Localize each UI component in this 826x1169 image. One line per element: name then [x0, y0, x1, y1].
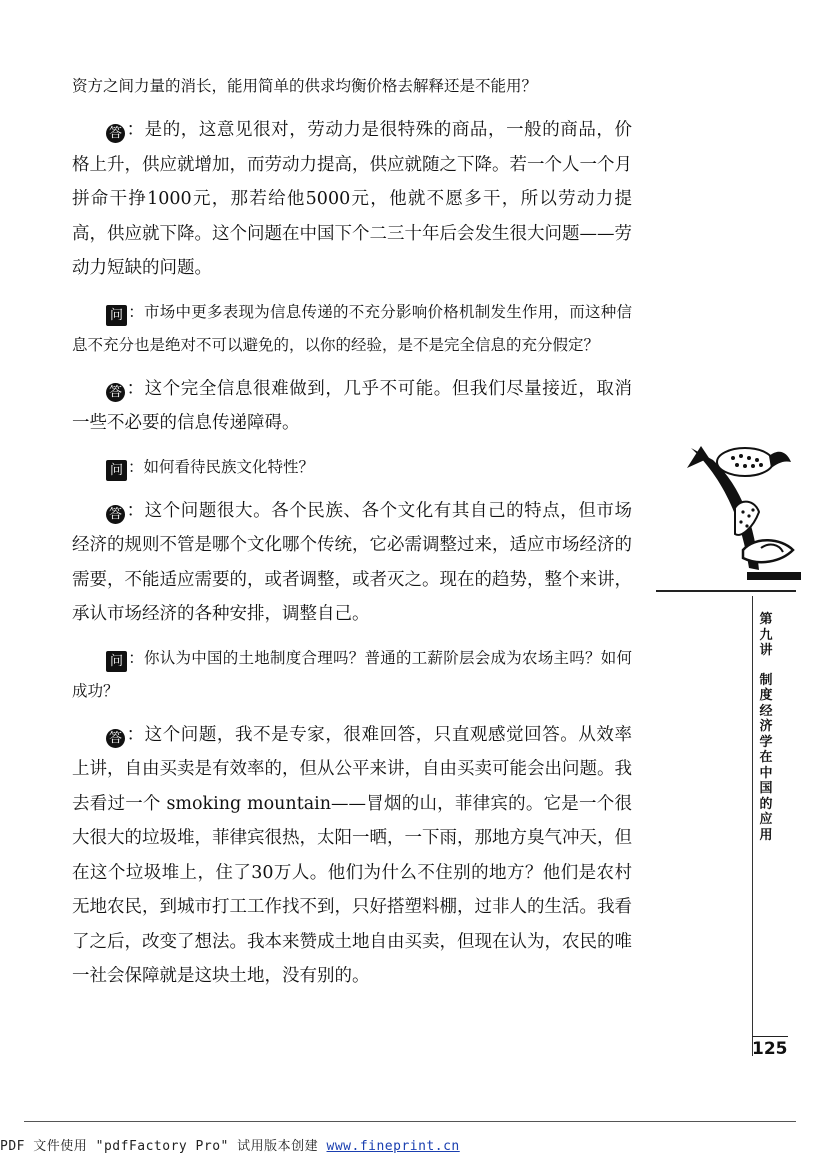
footer-text: PDF 文件使用 "pdfFactory Pro" 试用版本创建 — [0, 1139, 327, 1154]
side-char: 学 — [759, 734, 773, 750]
side-char: 的 — [759, 796, 773, 812]
question-paragraph — [72, 451, 632, 484]
side-char: 应 — [759, 812, 773, 827]
paragraph-text: ：你认为中国的土地制度合理吗？普通的工薪阶层会成为农场主吗？如何成功？ — [72, 648, 632, 700]
paragraph-text: ：市场中更多表现为信息传递的不充分影响价格机制发生作用，而这种信息不充分也是绝对不可以避免的，以你的经验，是不是完全信息的充分假定？ — [72, 302, 632, 354]
question-badge: 问 — [106, 305, 127, 326]
side-char: 第 — [759, 612, 773, 627]
question-badge: 问 — [106, 651, 127, 672]
paragraph-text: ：是的，这意见很对，劳动力是很特殊的商品，一般的商品，价格上升，供应就增加，而劳动力提高，供应就随之下降。若一个人一个月拼命干挣1000元，那若给他5000元，他就不愿多干，所以劳动力提高，供应就下降。这个问题在中国下个二三十年后会发生很大问题——劳动力短缺的问题。 — [72, 120, 632, 278]
side-char: 在 — [759, 750, 773, 765]
paragraph-text: ：这个问题很大。各个民族、各个文化有其自己的特点，但市场经济的规则不管是哪个文化哪个传统，它必需调整过来，适应市场经济的需要，不能适应需要的，或者调整，或者灭之。现在的趋势，整个来讲，承认市场经济的各种安排，调整自己。 — [72, 500, 632, 624]
paragraph-text: 资方之间力量的消长，能用简单的供求均衡价格去解释还是不能用？ — [72, 77, 538, 95]
answer-paragraph — [72, 372, 632, 441]
question-paragraph — [72, 642, 632, 708]
question-paragraph — [72, 296, 632, 362]
side-char: 国 — [759, 781, 773, 796]
main-text — [72, 70, 632, 994]
paragraph-text: ：如何看待民族文化特性？ — [128, 457, 315, 476]
page-number: 125 — [752, 1036, 788, 1059]
answer-badge: 答 — [106, 505, 125, 524]
side-char: 九 — [759, 627, 773, 643]
side-char: 度 — [759, 688, 773, 703]
side-vertical-line — [752, 596, 753, 1056]
side-char: 讲 — [759, 643, 773, 658]
pdf-footer — [0, 1135, 460, 1154]
chapter-side-title — [756, 612, 776, 843]
answer-paragraph — [72, 718, 632, 994]
side-rule — [656, 590, 796, 592]
side-char: 中 — [759, 765, 773, 781]
question-badge: 问 — [106, 460, 127, 481]
side-char: 济 — [759, 719, 773, 734]
answer-badge: 答 — [106, 729, 125, 748]
paragraph-text: ：这个问题，我不是专家，很难回答，只直观感觉回答。从效率上讲，自由买卖是有效率的，但从公平来讲，自由买卖可能会出问题。我去看过一个 smoking mountain——冒烟的山，菲律宾的。它是一个很大很大的垃圾堆，菲律宾很热，太阳一晒，一下雨，那地方臭气冲天，但在这个垃圾堆上，住了30万人。他们为什么不住别的地方？他们是农村无地农民，到城市打工工作找不到，只好搭塑料棚，过非人的生活。我看了之后，改变了想法。我本来赞成土地自由买卖，但现在认为，农民的唯一社会保障就是这块土地，没有别的。 — [72, 724, 632, 986]
answer-badge: 答 — [106, 383, 125, 402]
footer-rule — [24, 1121, 796, 1122]
answer-badge: 答 — [106, 124, 125, 143]
footer-link[interactable]: www.fineprint.cn — [326, 1139, 460, 1154]
question-continuation — [72, 70, 632, 103]
paragraph-text: ：这个完全信息很难做到，几乎不可能。但我们尽量接近，取消一些不必要的信息传递障碍。 — [72, 378, 632, 433]
side-char: 用 — [759, 827, 773, 843]
side-char: 经 — [759, 703, 773, 719]
answer-paragraph — [72, 494, 632, 632]
side-char: 制 — [759, 672, 773, 688]
answer-paragraph — [72, 113, 632, 286]
bird-ornament-icon — [683, 438, 803, 588]
